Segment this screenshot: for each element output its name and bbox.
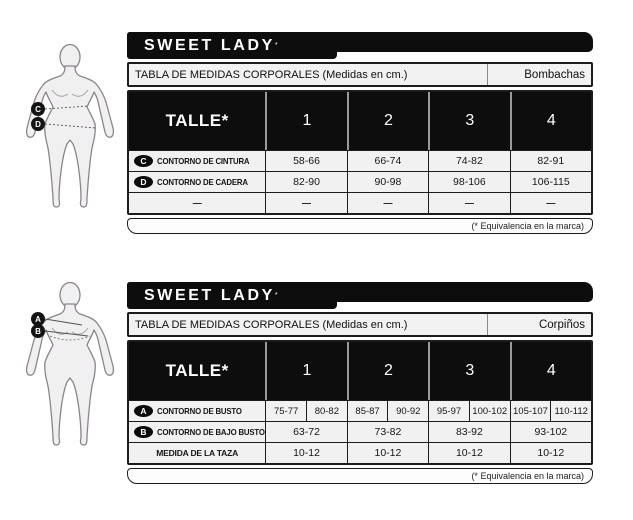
table-header-row [129, 92, 591, 150]
value-cell: 100-102 [469, 401, 510, 421]
size-column-4: 4 [510, 92, 591, 150]
table-row-waist [129, 150, 591, 171]
size-column-2: 2 [347, 342, 428, 400]
value-cell: 82-90 [265, 172, 346, 192]
table-title: TABLA DE MEDIDAS CORPORALES (Medidas en cm.) [135, 318, 408, 331]
row-label-cell [129, 443, 265, 463]
value-cell: 10-12 [428, 443, 509, 463]
marker-d-badge: D [134, 176, 153, 188]
category-label: Bombachas [487, 64, 591, 85]
female-figure-corpinos [2, 282, 116, 450]
value-cell: 75-77 [265, 401, 306, 421]
marker-c-badge: C [134, 155, 153, 167]
value-cell: 10-12 [510, 443, 591, 463]
value-cell: 83-92 [428, 422, 509, 442]
footnote-text: (* Equivalencia en la marca) [471, 471, 584, 481]
value-cell: 98-106 [428, 172, 509, 192]
size-column-4: 4 [510, 342, 591, 400]
size-column-3: 3 [428, 92, 509, 150]
value-cell: 73-82 [347, 422, 428, 442]
bombachas-size-chart [127, 32, 593, 234]
value-cell: 63-72 [265, 422, 346, 442]
size-header: TALLE* [165, 111, 229, 130]
row-label: CONTORNO DE CINTURA [157, 156, 250, 166]
value-cell: 95-97 [428, 401, 469, 421]
trademark-icon: * [274, 291, 278, 299]
brand-name: SWEET LADY [144, 36, 275, 54]
marker-c-letter: C [35, 105, 41, 114]
value-cell: 74-82 [428, 151, 509, 171]
row-label-cell [129, 401, 265, 421]
table-row-bust [129, 400, 591, 421]
marker-a-letter: A [35, 315, 41, 324]
brand-logo-bar [127, 282, 593, 309]
footnote-text: (* Equivalencia en la marca) [471, 221, 584, 231]
figure-body [27, 66, 114, 207]
table-title: TABLA DE MEDIDAS CORPORALES (Medidas en cm.) [135, 68, 408, 81]
row-label-cell [129, 151, 265, 171]
size-header: TALLE* [165, 361, 229, 380]
corpinos-size-chart [127, 282, 593, 484]
trademark-icon: * [274, 41, 278, 49]
category-label: Corpiños [487, 314, 591, 335]
brand-logo [127, 32, 337, 59]
table-row-underbust [129, 421, 591, 442]
value-cell: 110-112 [550, 401, 591, 421]
row-label: MEDIDA DE LA TAZA [156, 448, 239, 458]
value-cell: 90-98 [347, 172, 428, 192]
value-cell: — [347, 193, 428, 213]
value-cell: 66-74 [347, 151, 428, 171]
value-cell: — [510, 193, 591, 213]
table-title-bar [127, 312, 593, 337]
marker-a-badge: A [134, 405, 153, 417]
row-label: CONTORNO DE CADERA [157, 177, 248, 187]
value-cell: — [265, 193, 346, 213]
size-column-1: 1 [265, 92, 346, 150]
value-cell: 85-87 [347, 401, 388, 421]
row-label-cell [129, 193, 265, 213]
size-column-1: 1 [265, 342, 346, 400]
table-title-bar [127, 62, 593, 87]
row-label: CONTORNO DE BAJO BUSTO [157, 427, 265, 437]
row-label: — [192, 198, 202, 208]
value-cell: 10-12 [265, 443, 346, 463]
female-figure-bombachas [2, 44, 116, 212]
marker-b-badge: B [134, 426, 153, 438]
brand-name: SWEET LADY [144, 286, 275, 304]
table-row-hip [129, 171, 591, 192]
value-cell: 82-91 [510, 151, 591, 171]
value-cell: 105-107 [510, 401, 551, 421]
brand-logo-bar [127, 32, 593, 59]
value-cell: — [428, 193, 509, 213]
value-cell: 10-12 [347, 443, 428, 463]
footnote-bar [127, 218, 593, 234]
row-label-cell [129, 172, 265, 192]
value-cell: 106-115 [510, 172, 591, 192]
row-label: CONTORNO DE BUSTO [157, 406, 242, 416]
value-cell: 58-66 [265, 151, 346, 171]
value-cell: 90-92 [387, 401, 428, 421]
table-row-empty [129, 192, 591, 213]
size-column-3: 3 [428, 342, 509, 400]
value-cell: 80-82 [306, 401, 347, 421]
footnote-bar [127, 468, 593, 484]
value-cell: 93-102 [510, 422, 591, 442]
table-header-row [129, 342, 591, 400]
row-label-cell [129, 422, 265, 442]
size-column-2: 2 [347, 92, 428, 150]
table-row-cup [129, 442, 591, 463]
marker-b-letter: B [35, 327, 41, 336]
marker-d-letter: D [35, 120, 41, 129]
measurements-table [127, 340, 593, 465]
measurements-table [127, 90, 593, 215]
brand-logo [127, 282, 337, 309]
